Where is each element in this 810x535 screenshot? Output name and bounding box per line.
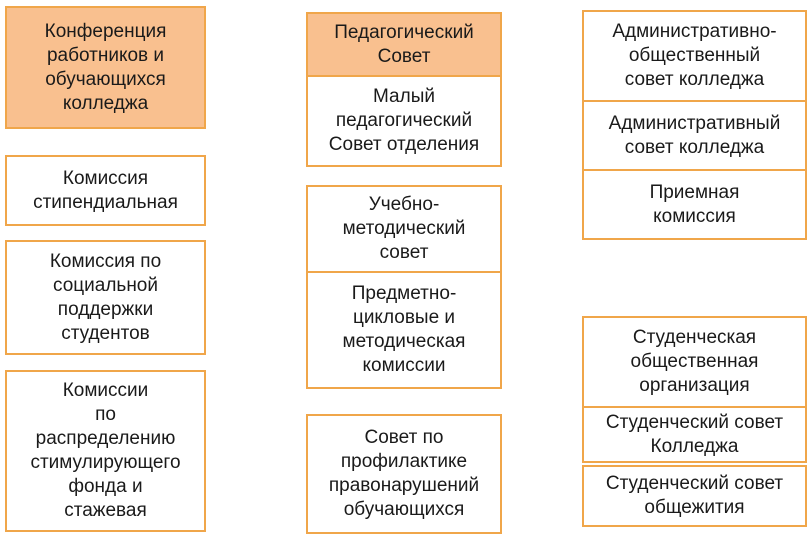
scholarship-commission-label: Комиссия стипендиальная xyxy=(33,167,178,213)
admin-council-label: Административный совет колледжа xyxy=(608,112,781,158)
pedagogical-council-label: Педагогический Совет xyxy=(334,21,474,67)
small-pedagogical-council-label: Малый педагогический Совет отделения xyxy=(328,86,480,155)
methodical-council-label: Учебно- методический совет xyxy=(342,194,466,263)
student-public-org-box xyxy=(582,316,807,408)
student-council-college-label: Студенческий совет Колледжа xyxy=(605,411,784,457)
prevention-council-label: Совет по профилактике правонарушений обучающихся xyxy=(328,427,480,520)
incentive-fund-commission-box xyxy=(5,370,206,532)
student-council-dorm-label: Студенческий совет общежития xyxy=(605,473,784,518)
student-council-dorm-box xyxy=(582,465,807,527)
social-support-commission-box xyxy=(5,240,206,355)
student-public-org-label: Студенческая общественная организация xyxy=(630,327,759,396)
admin-public-council-box xyxy=(582,10,807,102)
scholarship-commission-box xyxy=(5,155,206,226)
admission-commission-box xyxy=(582,169,807,240)
admin-public-council-label: Административно- общественный совет колледжа xyxy=(612,21,777,90)
subject-commissions-box xyxy=(306,271,502,389)
small-pedagogical-council-box xyxy=(306,75,502,167)
admission-commission-label: Приемная комиссия xyxy=(649,181,740,227)
incentive-fund-commission-label: Комиссии по распределению стимулирующего фонда и стажевая xyxy=(30,380,181,521)
admin-council-box xyxy=(582,100,807,171)
subject-commissions-label: Предметно- цикловые и методическая комиссии xyxy=(342,283,466,376)
pedagogical-council-box xyxy=(306,12,502,77)
student-council-college-box xyxy=(582,406,807,463)
conference-label: Конференция работников и обучающихся колледжа xyxy=(44,20,167,114)
conference-box xyxy=(5,6,206,129)
methodical-council-box xyxy=(306,185,502,273)
social-support-commission-label: Комиссия по социальной поддержки студентов xyxy=(49,250,162,344)
prevention-council-box xyxy=(306,414,502,534)
